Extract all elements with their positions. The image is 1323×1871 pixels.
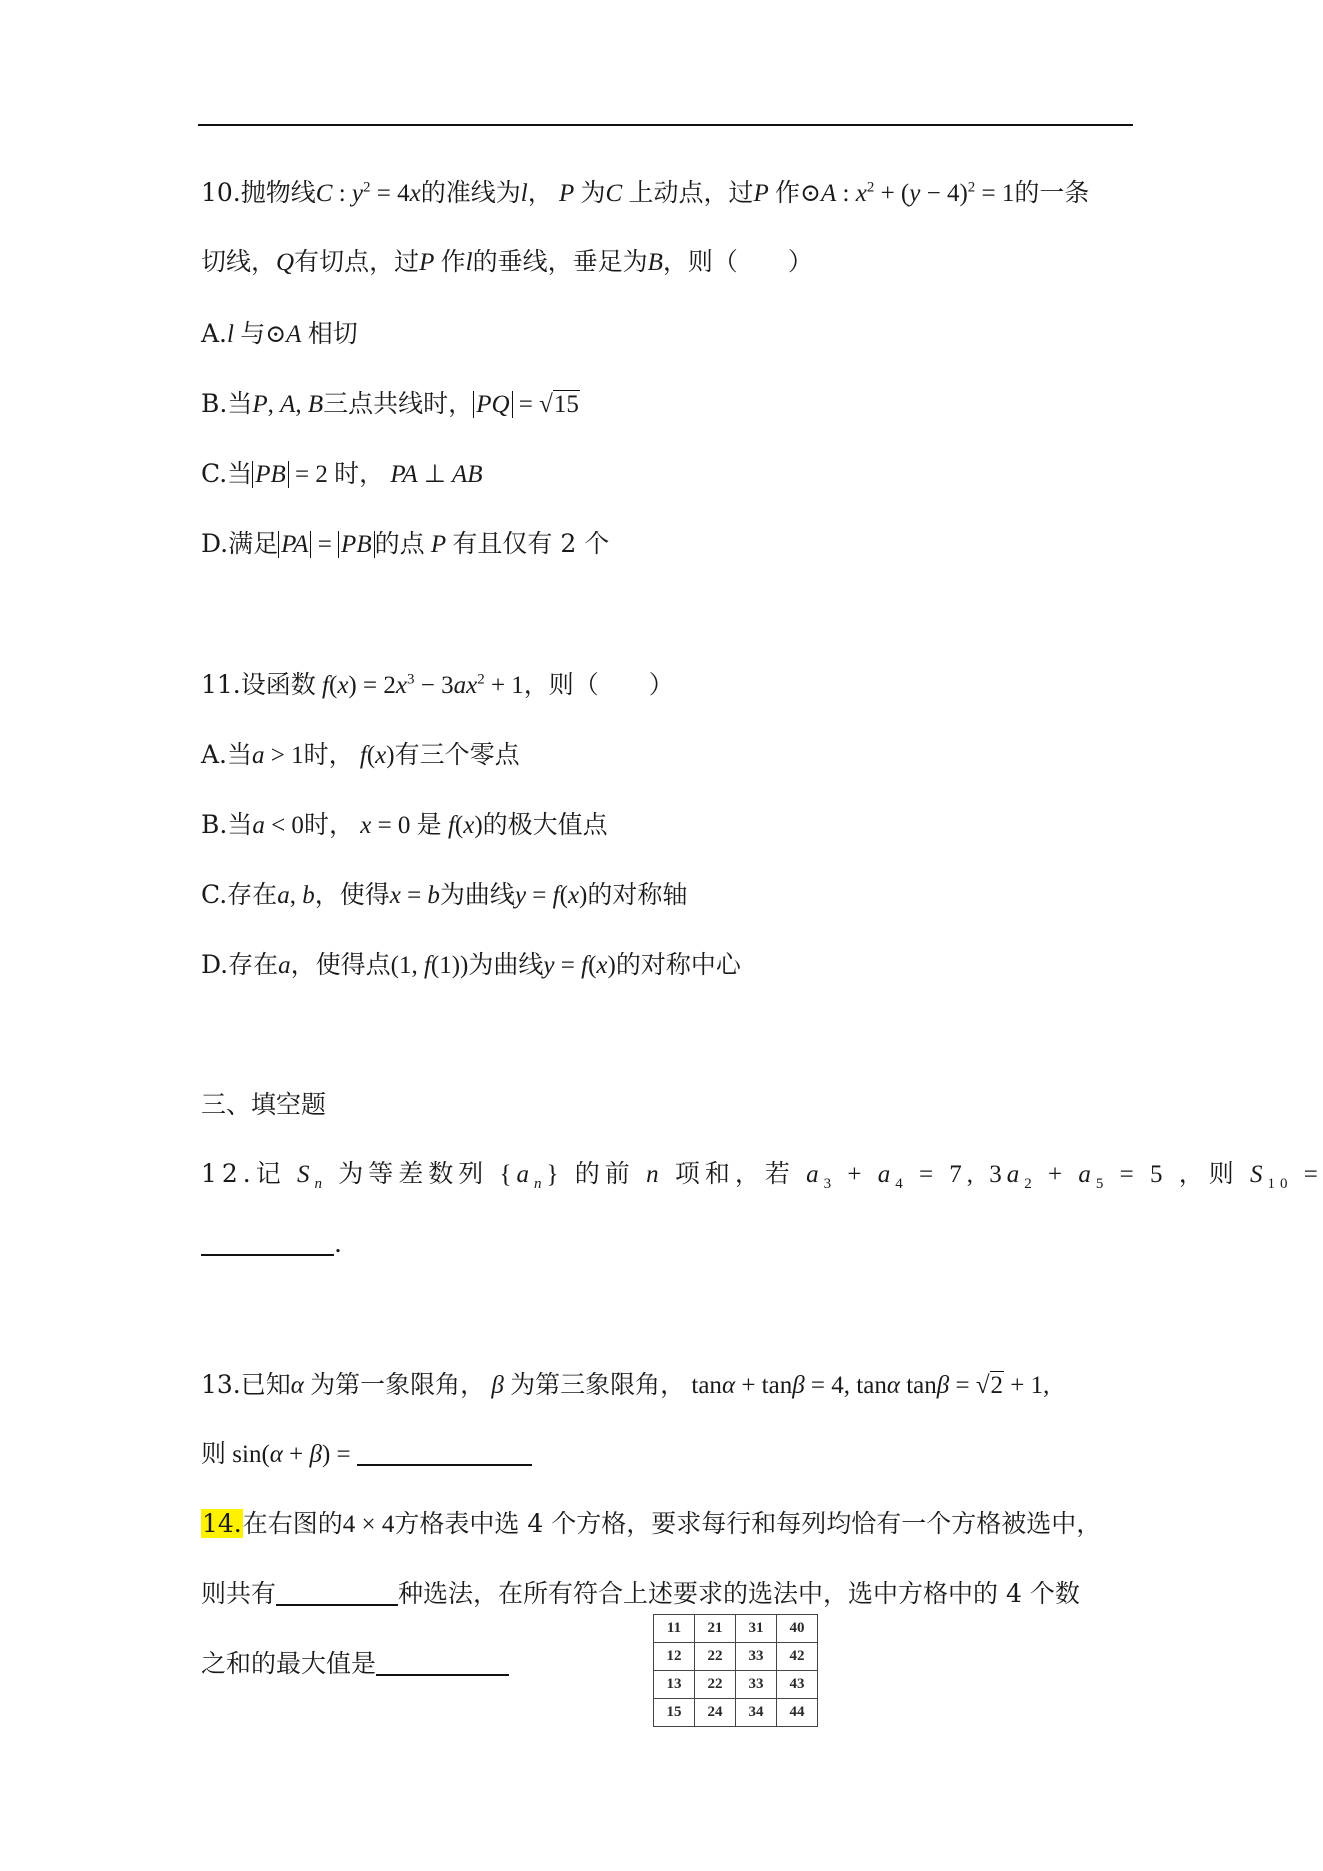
grid-cell: 22 xyxy=(695,1643,736,1671)
q14-line3: 之和的最大值是 xyxy=(201,1647,509,1681)
q10-stem-line2: 切线，Q有切点，过P 作l的垂线，垂足为B，则（ ） xyxy=(201,247,813,276)
grid-row xyxy=(654,1699,818,1727)
q14-stem: 14.在右图的4 × 4方格表中选 4 个方格，要求每行和每列均恰有一个方格被选中， xyxy=(202,1509,1102,1538)
grid-cell: 44 xyxy=(777,1699,818,1727)
grid-row xyxy=(654,1615,818,1643)
grid-cell: 12 xyxy=(654,1643,695,1671)
q13-line2: 则 sin(α + β) = xyxy=(201,1437,532,1472)
q13-stem: 13.已知α 为第一象限角， β 为第三象限角， tanα + tanβ = 4, tanα tanβ = √2 + 1, xyxy=(201,1370,1050,1399)
section-title: 三、填空题 xyxy=(201,1090,327,1119)
q12-stem: 12.记 $S_n$ 为等差数列 $\{a_n\}$ 的前 n 项和，若 $a_3 + a_4 = 7$, $3a_2 + a_5 = 5$ ，则 $S_{10}$ = xyxy=(201,1159,1323,1192)
grid-cell: 34 xyxy=(736,1699,777,1727)
q10-option-a: A.l 与⊙A 相切 xyxy=(201,319,358,348)
grid-cell: 15 xyxy=(654,1699,695,1727)
q11-option-d: D.存在a，使得点(1, f(1))为曲线y = f(x)的对称中心 xyxy=(201,950,741,979)
q10-stem: 10.抛物线C : $y^2 = 4x$的准线为l， P 为C 上动点，过P 作⊙A : $x^2 + (y - 4)^2 = 1$的一条 xyxy=(201,178,1090,207)
grid-row xyxy=(654,1671,818,1699)
q11-option-b: B.当a < 0时， x = 0 是 f(x)的极大值点 xyxy=(201,810,608,839)
q14-line2: 则共有 种选法，在所有符合上述要求的选法中，选中方格中的 4 个数 xyxy=(201,1579,1080,1608)
q10-option-b: B.当P, A, B三点共线时， PQ = √15 xyxy=(201,389,579,418)
grid-cell: 22 xyxy=(695,1671,736,1699)
q14-count-blank[interactable] xyxy=(276,1578,398,1606)
q10-option-c: C.当 PB = 2 时， PA ⊥ AB xyxy=(201,459,483,488)
grid-cell: 11 xyxy=(654,1615,695,1643)
grid-cell: 40 xyxy=(777,1615,818,1643)
header-rule xyxy=(198,124,1133,126)
q14-number-grid xyxy=(653,1614,818,1727)
q11-option-a: A.当a > 1时， f(x)有三个零点 xyxy=(201,740,520,769)
q11-option-c: C.存在a, b，使得x = b为曲线y = f(x)的对称轴 xyxy=(201,880,688,909)
q10-option-d: D.满足 PA = PB 的点 P 有且仅有 2 个 xyxy=(201,529,610,558)
grid-row xyxy=(654,1643,818,1671)
q14-number-highlight: 14. xyxy=(202,1509,242,1538)
grid-cell: 13 xyxy=(654,1671,695,1699)
grid-cell: 33 xyxy=(736,1671,777,1699)
grid-cell: 33 xyxy=(736,1643,777,1671)
grid-cell: 43 xyxy=(777,1671,818,1699)
q13-answer-blank[interactable] xyxy=(357,1438,532,1466)
grid-cell: 31 xyxy=(736,1615,777,1643)
q12-answer-line: . xyxy=(201,1227,342,1261)
q11-stem: 11.设函数 $f(x) = 2x^3 - 3ax^2 + 1$，则（ ） xyxy=(201,670,674,699)
q12-answer-blank[interactable] xyxy=(201,1228,334,1256)
grid-cell: 42 xyxy=(777,1643,818,1671)
grid-cell: 24 xyxy=(695,1699,736,1727)
q14-max-sum-blank[interactable] xyxy=(376,1648,509,1676)
grid-cell: 21 xyxy=(695,1615,736,1643)
